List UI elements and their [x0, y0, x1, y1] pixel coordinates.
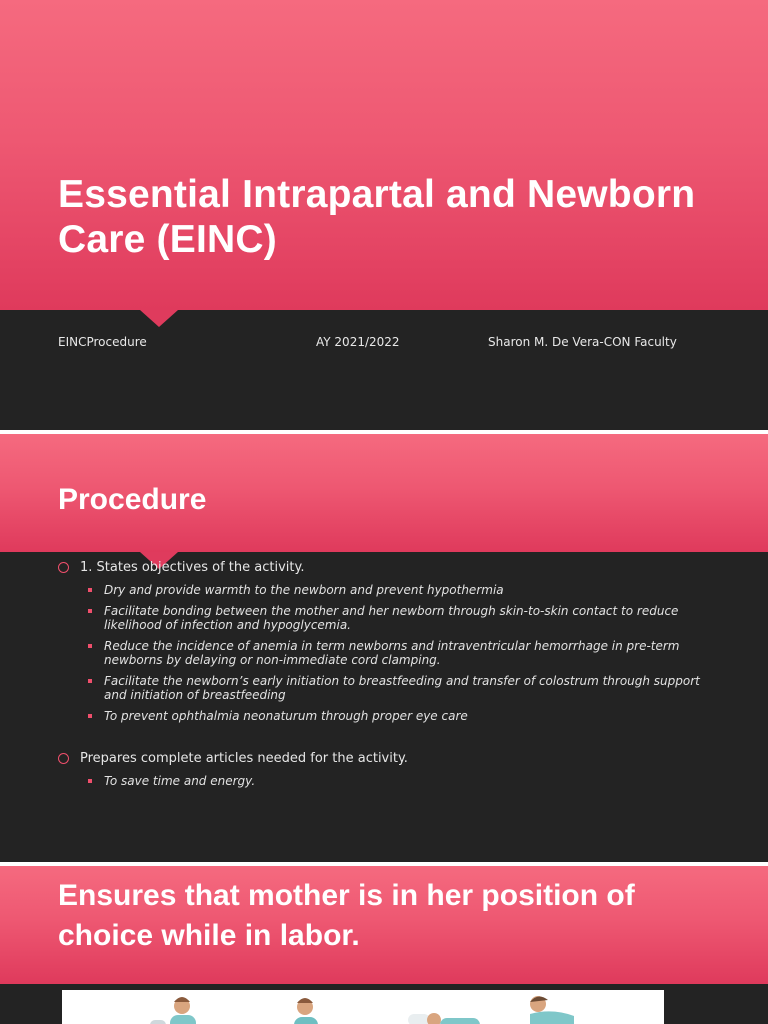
sub-item-text: Dry and provide warmth to the newborn and prevent hypothermia — [104, 583, 504, 597]
figure-gown — [530, 1011, 574, 1024]
band-notch — [140, 310, 178, 327]
slide-content — [58, 559, 718, 795]
ring-bullet-icon — [58, 562, 69, 573]
sub-list — [58, 583, 718, 723]
sub-item-text: Facilitate bonding between the mother and her newborn through skin-to-skin contact to reduce likelihood of infection and hypoglycemia. — [104, 604, 679, 632]
sub-list-item — [58, 583, 718, 597]
footer-center: AY 2021/2022 — [316, 335, 400, 349]
square-bullet-icon — [88, 588, 92, 592]
figure-head — [427, 1013, 441, 1024]
labor-positions-illustration — [62, 990, 664, 1024]
figure-gown — [294, 1017, 318, 1024]
item-text: 1. States objectives of the activity. — [80, 560, 305, 575]
figure-pillow — [150, 1020, 166, 1024]
list-item — [58, 750, 718, 788]
sub-item-text: To prevent ophthalmia neonaturum through proper eye care — [104, 709, 468, 723]
sub-list-item — [58, 604, 718, 632]
labor-positions-image — [62, 990, 664, 1024]
sub-list — [58, 774, 718, 788]
figure-hair — [174, 997, 190, 1002]
square-bullet-icon — [88, 779, 92, 783]
footer-left: EINCProcedure — [58, 335, 147, 349]
square-bullet-icon — [88, 714, 92, 718]
figure-pillow — [408, 1014, 430, 1024]
sub-item-text: Facilitate the newborn’s early initiation to breastfeeding and transfer of colostrum through support and initiation of breastfeeding — [104, 674, 700, 702]
square-bullet-icon — [88, 609, 92, 613]
figure-gown — [170, 1015, 196, 1024]
slide-title: Procedure — [58, 483, 207, 516]
figure-hair — [297, 998, 313, 1003]
square-bullet-icon — [88, 644, 92, 648]
list-item — [58, 559, 718, 723]
item-text: Prepares complete articles needed for the activity. — [80, 751, 408, 766]
title-slide — [0, 0, 768, 430]
level1-item — [58, 750, 718, 768]
sub-list-item — [58, 774, 718, 788]
sub-item-text: To save time and energy. — [104, 774, 256, 788]
ring-bullet-icon — [58, 753, 69, 764]
square-bullet-icon — [88, 679, 92, 683]
title-band — [0, 0, 768, 310]
sub-list-item — [58, 709, 718, 723]
sub-list-item — [58, 674, 718, 702]
level1-item — [58, 559, 718, 577]
footer-right: Sharon M. De Vera-CON Faculty — [488, 335, 677, 349]
sub-item-text: Reduce the incidence of anemia in term newborns and intraventricular hemorrhage in pre-term newborns by delaying or non-immediate cord clamping. — [104, 639, 680, 667]
slide-title: Essential Intrapartal and Newborn Care (EINC) — [58, 173, 696, 261]
labor-position-slide — [0, 866, 768, 1024]
sub-list-item — [58, 639, 718, 667]
procedure-slide — [0, 434, 768, 862]
slide-title: Ensures that mother is in her position of choice while in labor. — [58, 879, 635, 952]
figure-gown — [440, 1018, 480, 1024]
